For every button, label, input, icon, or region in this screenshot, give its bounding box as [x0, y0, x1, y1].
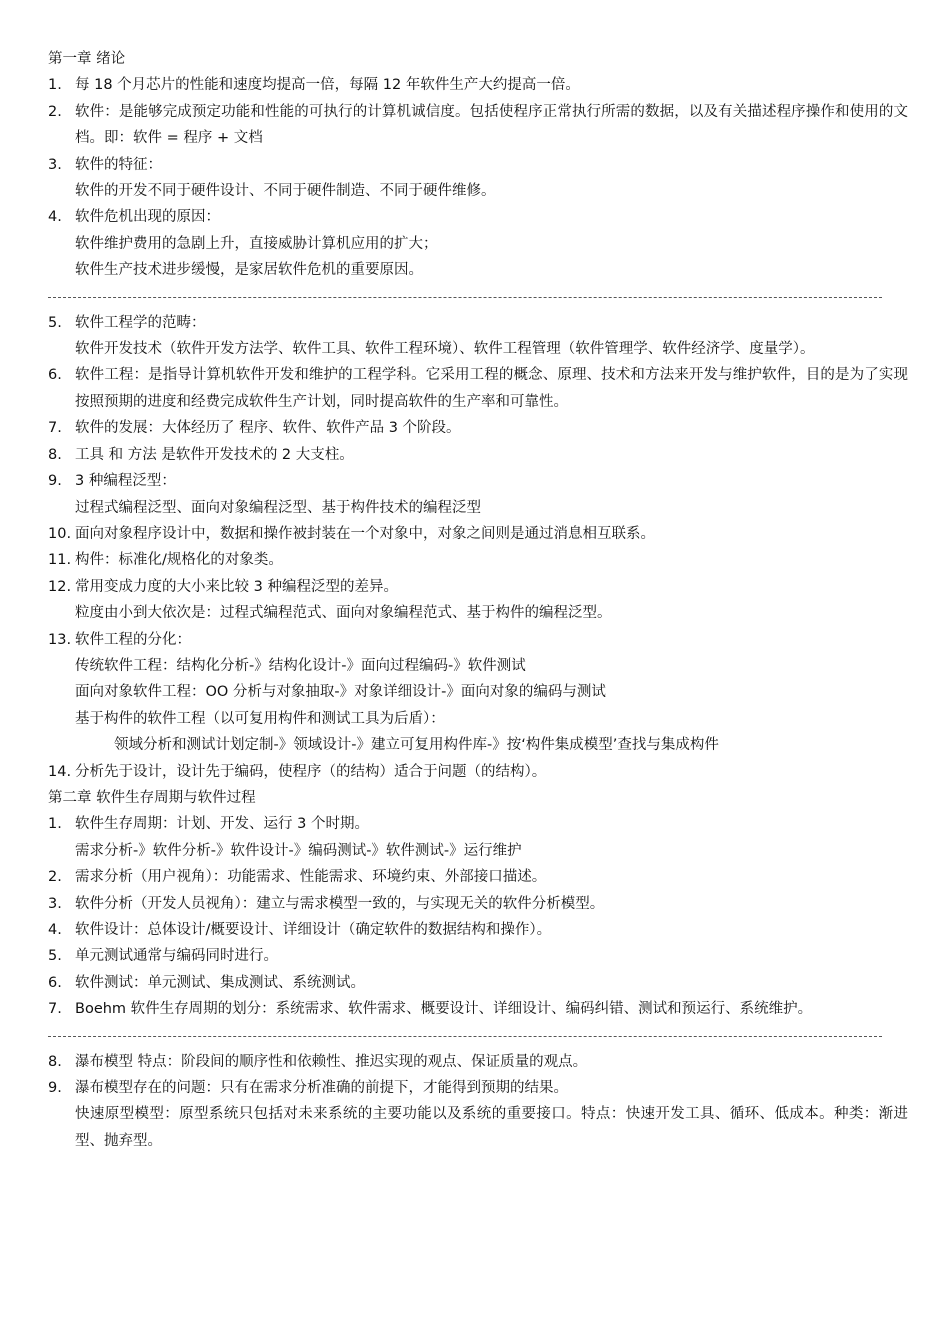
list-item — [48, 415, 908, 441]
item-detail: 面向对象软件工程：OO 分析与对象抽取-》对象详细设计-》面向对象的编码与测试 — [75, 684, 606, 701]
item-text: 瀑布模型 特点：阶段间的顺序性和依赖性、推迟实现的观点、保证质量的观点。 — [75, 1053, 588, 1070]
item-text: 软件的发展：大体经历了 程序、软件、软件产品 3 个阶段。 — [75, 420, 461, 437]
item-text: 需求分析（用户视角）：功能需求、性能需求、环境约束、外部接口描述。 — [75, 869, 547, 886]
list-item — [48, 362, 908, 415]
item-number: 7. — [48, 1001, 62, 1018]
item-number: 1. — [48, 77, 62, 94]
chapter-1-list-part-1 — [48, 72, 908, 283]
item-detail: 需求分析-》软件分析-》软件设计-》编码测试-》软件测试-》运行维护 — [75, 842, 522, 859]
item-number: 2. — [48, 869, 62, 886]
item-detail: 基于构件的软件工程（以可复用构件和测试工具为后盾）： — [75, 710, 445, 727]
list-item — [48, 72, 908, 98]
item-number: 5. — [48, 314, 62, 331]
item-number: 6. — [48, 367, 62, 384]
item-number: 8. — [48, 446, 62, 463]
chapter-2-list-part-2 — [48, 1049, 908, 1155]
item-text: 软件测试：单元测试、集成测试、系统测试。 — [75, 974, 365, 991]
list-item — [48, 1075, 908, 1101]
list-item — [48, 627, 908, 653]
item-text: 构件：标准化/规格化的对象类。 — [75, 552, 283, 569]
item-number: 10. — [48, 525, 72, 542]
item-text: 软件生存周期：计划、开发、运行 3 个时期。 — [75, 816, 369, 833]
list-item — [48, 970, 908, 996]
item-detail: 过程式编程泛型、面向对象编程泛型、基于构件技术的编程泛型 — [75, 499, 481, 516]
item-subdetail: 领域分析和测试计划定制-》领域设计-》建立可复用构件库-》按‘构件集成模型’查找与集成构件 — [114, 737, 719, 754]
item-detail: 软件开发技术（软件开发方法学、软件工具、软件工程环境）、软件工程管理（软件管理学、软件经济学、度量学）。 — [75, 341, 815, 358]
list-item — [48, 468, 908, 494]
list-item — [48, 152, 908, 178]
item-number: 7. — [48, 420, 62, 437]
item-number: 1. — [48, 816, 62, 833]
item-text: 软件设计：总体设计/概要设计、详细设计（确定软件的数据结构和操作）。 — [75, 922, 552, 938]
list-item — [48, 759, 908, 785]
item-text: 软件：是能够完成预定功能和性能的可执行的计算机诚信度。包括使程序正常执行所需的数据，以及有关描述程序操作和使用的文档。即：软件 = 程序 + 文档 — [75, 103, 908, 147]
item-number: 3. — [48, 895, 62, 912]
item-text: 单元测试通常与编码同时进行。 — [75, 948, 278, 965]
item-number: 13. — [48, 631, 72, 648]
item-number: 3. — [48, 156, 62, 173]
item-text: 工具 和 方法 是软件开发技术的 2 大支柱。 — [75, 446, 354, 463]
item-text: 软件工程：是指导计算机软件开发和维护的工程学科。它采用工程的概念、原理、技术和方法来开发与维护软件，目的是为了实现按照预期的进度和经费完成软件生产计划，同时提高软件的生产率和可靠性。 — [75, 367, 908, 410]
item-detail: 粒度由小到大依次是：过程式编程范式、面向对象编程范式、基于构件的编程泛型。 — [75, 605, 612, 622]
list-item — [48, 204, 908, 230]
dashed-separator — [48, 1036, 882, 1037]
item-number: 5. — [48, 948, 62, 965]
item-number: 2. — [48, 103, 62, 120]
chapter-1-title: 第一章 绪论 — [48, 51, 126, 67]
list-item — [48, 943, 908, 969]
item-number: 14. — [48, 763, 72, 780]
item-detail: 快速原型模型：原型系统只包括对未来系统的主要功能以及系统的重要接口。特点：快速开发工具、循环、低成本。种类：渐进型、抛弃型。 — [75, 1106, 908, 1149]
list-item — [48, 521, 908, 547]
list-item — [48, 547, 908, 573]
item-text: 软件危机出现的原因： — [75, 209, 220, 226]
list-item — [48, 996, 908, 1022]
chapter-2-title: 第二章 软件生存周期与软件过程 — [48, 789, 256, 806]
list-item — [48, 1049, 908, 1075]
item-detail: 软件维护费用的急剧上升，直接威胁计算机应用的扩大； — [75, 235, 438, 252]
dashed-separator — [48, 297, 882, 298]
item-number: 6. — [48, 974, 62, 991]
item-number: 9. — [48, 1080, 62, 1097]
item-text: Boehm 软件生存周期的划分：系统需求、软件需求、概要设计、详细设计、编码纠错、测试和预运行、系统维护。 — [75, 1001, 813, 1018]
chapter-2-list-part-1 — [48, 811, 908, 1022]
item-text: 每 18 个月芯片的性能和速度均提高一倍，每隔 12 年软件生产大约提高一倍。 — [75, 77, 580, 94]
item-detail: 传统软件工程：结构化分析-》结构化设计-》面向过程编码-》软件测试 — [75, 657, 526, 674]
item-number: 4. — [48, 922, 62, 938]
list-item — [48, 891, 908, 917]
item-text: 常用变成力度的大小来比较 3 种编程泛型的差异。 — [75, 578, 398, 595]
list-item — [48, 310, 908, 336]
item-text: 3 种编程泛型： — [75, 473, 176, 490]
item-number: 8. — [48, 1053, 62, 1070]
document-body — [48, 46, 908, 1154]
item-number: 11. — [48, 552, 72, 569]
list-item — [48, 442, 908, 468]
list-item — [48, 574, 908, 600]
item-text: 软件工程学的范畴： — [75, 314, 206, 331]
item-text: 瀑布模型存在的问题：只有在需求分析准确的前提下，才能得到预期的结果。 — [75, 1080, 568, 1097]
item-text: 面向对象程序设计中，数据和操作被封装在一个对象中，对象之间则是通过消息相互联系。 — [75, 525, 655, 542]
item-number: 12. — [48, 578, 72, 595]
list-item — [48, 917, 908, 943]
list-item — [48, 99, 908, 152]
item-detail: 软件生产技术进步缓慢，是家居软件危机的重要原因。 — [75, 262, 423, 279]
list-item — [48, 864, 908, 890]
item-text: 软件分析（开发人员视角）：建立与需求模型一致的，与实现无关的软件分析模型。 — [75, 895, 605, 912]
item-number: 9. — [48, 473, 62, 490]
chapter-1-list-part-2 — [48, 310, 908, 785]
item-text: 软件的特征： — [75, 156, 162, 173]
list-item — [48, 811, 908, 837]
item-detail: 软件的开发不同于硬件设计、不同于硬件制造、不同于硬件维修。 — [75, 183, 496, 200]
item-number: 4. — [48, 209, 62, 226]
item-text: 分析先于设计，设计先于编码，使程序（的结构）适合于问题（的结构）。 — [75, 763, 547, 780]
item-text: 软件工程的分化： — [75, 631, 191, 648]
